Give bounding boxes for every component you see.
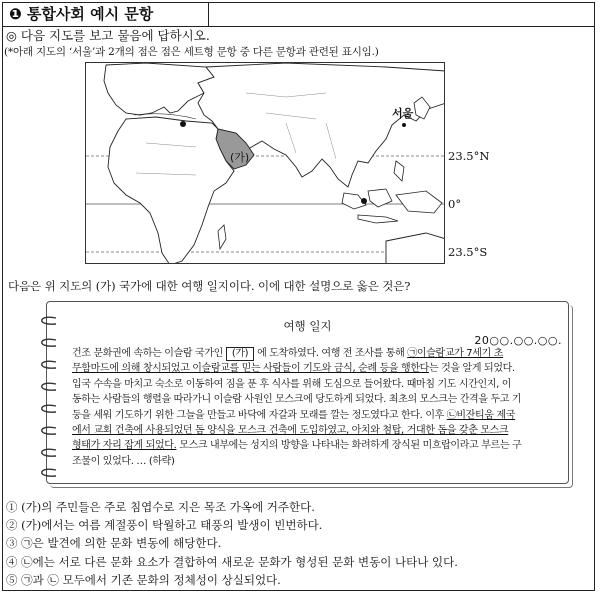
- jakarta-dot: [361, 198, 367, 204]
- choice-2[interactable]: ② (가)에서는 여름 계절풍이 탁월하고 태풍의 발생이 빈번하다.: [6, 518, 323, 533]
- world-map: [85, 62, 445, 264]
- lat-equator-label: 0°: [448, 197, 462, 211]
- diary-line: 무함마드에 의해 창시되었고 이슬람교를 믿는 사람들이 기도와 금식, 순례 등을 행한다는 것을 알게 되었다.: [72, 363, 515, 375]
- title-rule: [209, 26, 594, 27]
- diary-line: 형태가 자리 잡게 되었다. 모스크 내부에는 성지의 방향을 나타내는 화려하게 장식된 미흐랍이라고 부르는 구: [72, 440, 522, 452]
- lat-north-label: 23.5°N: [448, 149, 490, 163]
- diary-line: 에서 교회 건축에 사용되었던 돔 양식을 모스크 건축에 도입하였고, 아치와 첨탑, 거대한 돔을 갖춘 모스크: [72, 424, 509, 436]
- notebook-rings: [34, 310, 60, 480]
- map-drawing: [86, 63, 445, 264]
- lat-south-label: 23.5°S: [448, 245, 488, 259]
- diary-line: 조물이 있었다. … (하략): [72, 455, 175, 467]
- question-title: ❶ 통합사회 예시 문항: [3, 3, 209, 27]
- question-note: (*아래 지도의 ‘서울’과 2개의 점은 점은 세트형 문항 중 다른 문항과 관련된 표시임.): [4, 46, 379, 58]
- diary-body: [72, 346, 552, 469]
- diary-line: 동하는 사람들의 행렬을 따라가니 이슬람 사원인 모스크에 당도하게 되었다. 최초의 모스크는 간격을 두고 기: [72, 394, 522, 406]
- diary-line: 둥을 세워 기도하기 위한 그늘을 만들고 바닥에 자갈과 모래를 깔는 정도였다고 한다. 이후 ㉡비잔티움 제국: [72, 409, 516, 421]
- diary-title: 여행 일지: [283, 319, 332, 333]
- diary-date: 20○○.○○.○○.: [474, 334, 562, 347]
- sub-question: 다음은 위 지도의 (가) 국가에 대한 여행 일지이다. 이에 대한 설명으로 옳은 것은?: [8, 279, 411, 293]
- choice-3[interactable]: ③ ㉠은 발견에 의한 문화 변동에 해당한다.: [6, 536, 222, 551]
- seoul-label: 서울: [392, 107, 414, 120]
- ga-label: (가): [230, 151, 250, 164]
- istanbul-dot: [180, 121, 186, 127]
- ga-box: (가): [226, 347, 254, 361]
- diary-line: 입국 수속을 마치고 숙소로 이동하여 짐을 푼 후 식사를 위해 도심으로 들어왔다. 때마침 기도 시간인지, 이: [72, 378, 512, 390]
- choice-5[interactable]: ⑤ ㉠과 ㉡ 모두에서 기존 문화의 정체성이 상실되었다.: [6, 572, 281, 587]
- question-prompt: ◎ 다음 지도를 보고 물음에 답하시오.: [6, 28, 210, 43]
- diary-line: 건조 문화권에 속하는 이슬람 국가인 (가) 에 도착하였다. 여행 전 조사를 통해 ㉠이슬람교가 7세기 초: [72, 348, 504, 359]
- answer-choices: [6, 498, 458, 589]
- seoul-dot: [402, 123, 406, 127]
- choice-1[interactable]: ① (가)의 주민들은 주로 침엽수로 지은 목조 가옥에 거주한다.: [6, 500, 315, 514]
- choice-4[interactable]: ④ ㉡에는 서로 다른 문화 요소가 결합하여 새로운 문화가 형성된 문화 변동이 나타나 있다.: [6, 554, 458, 569]
